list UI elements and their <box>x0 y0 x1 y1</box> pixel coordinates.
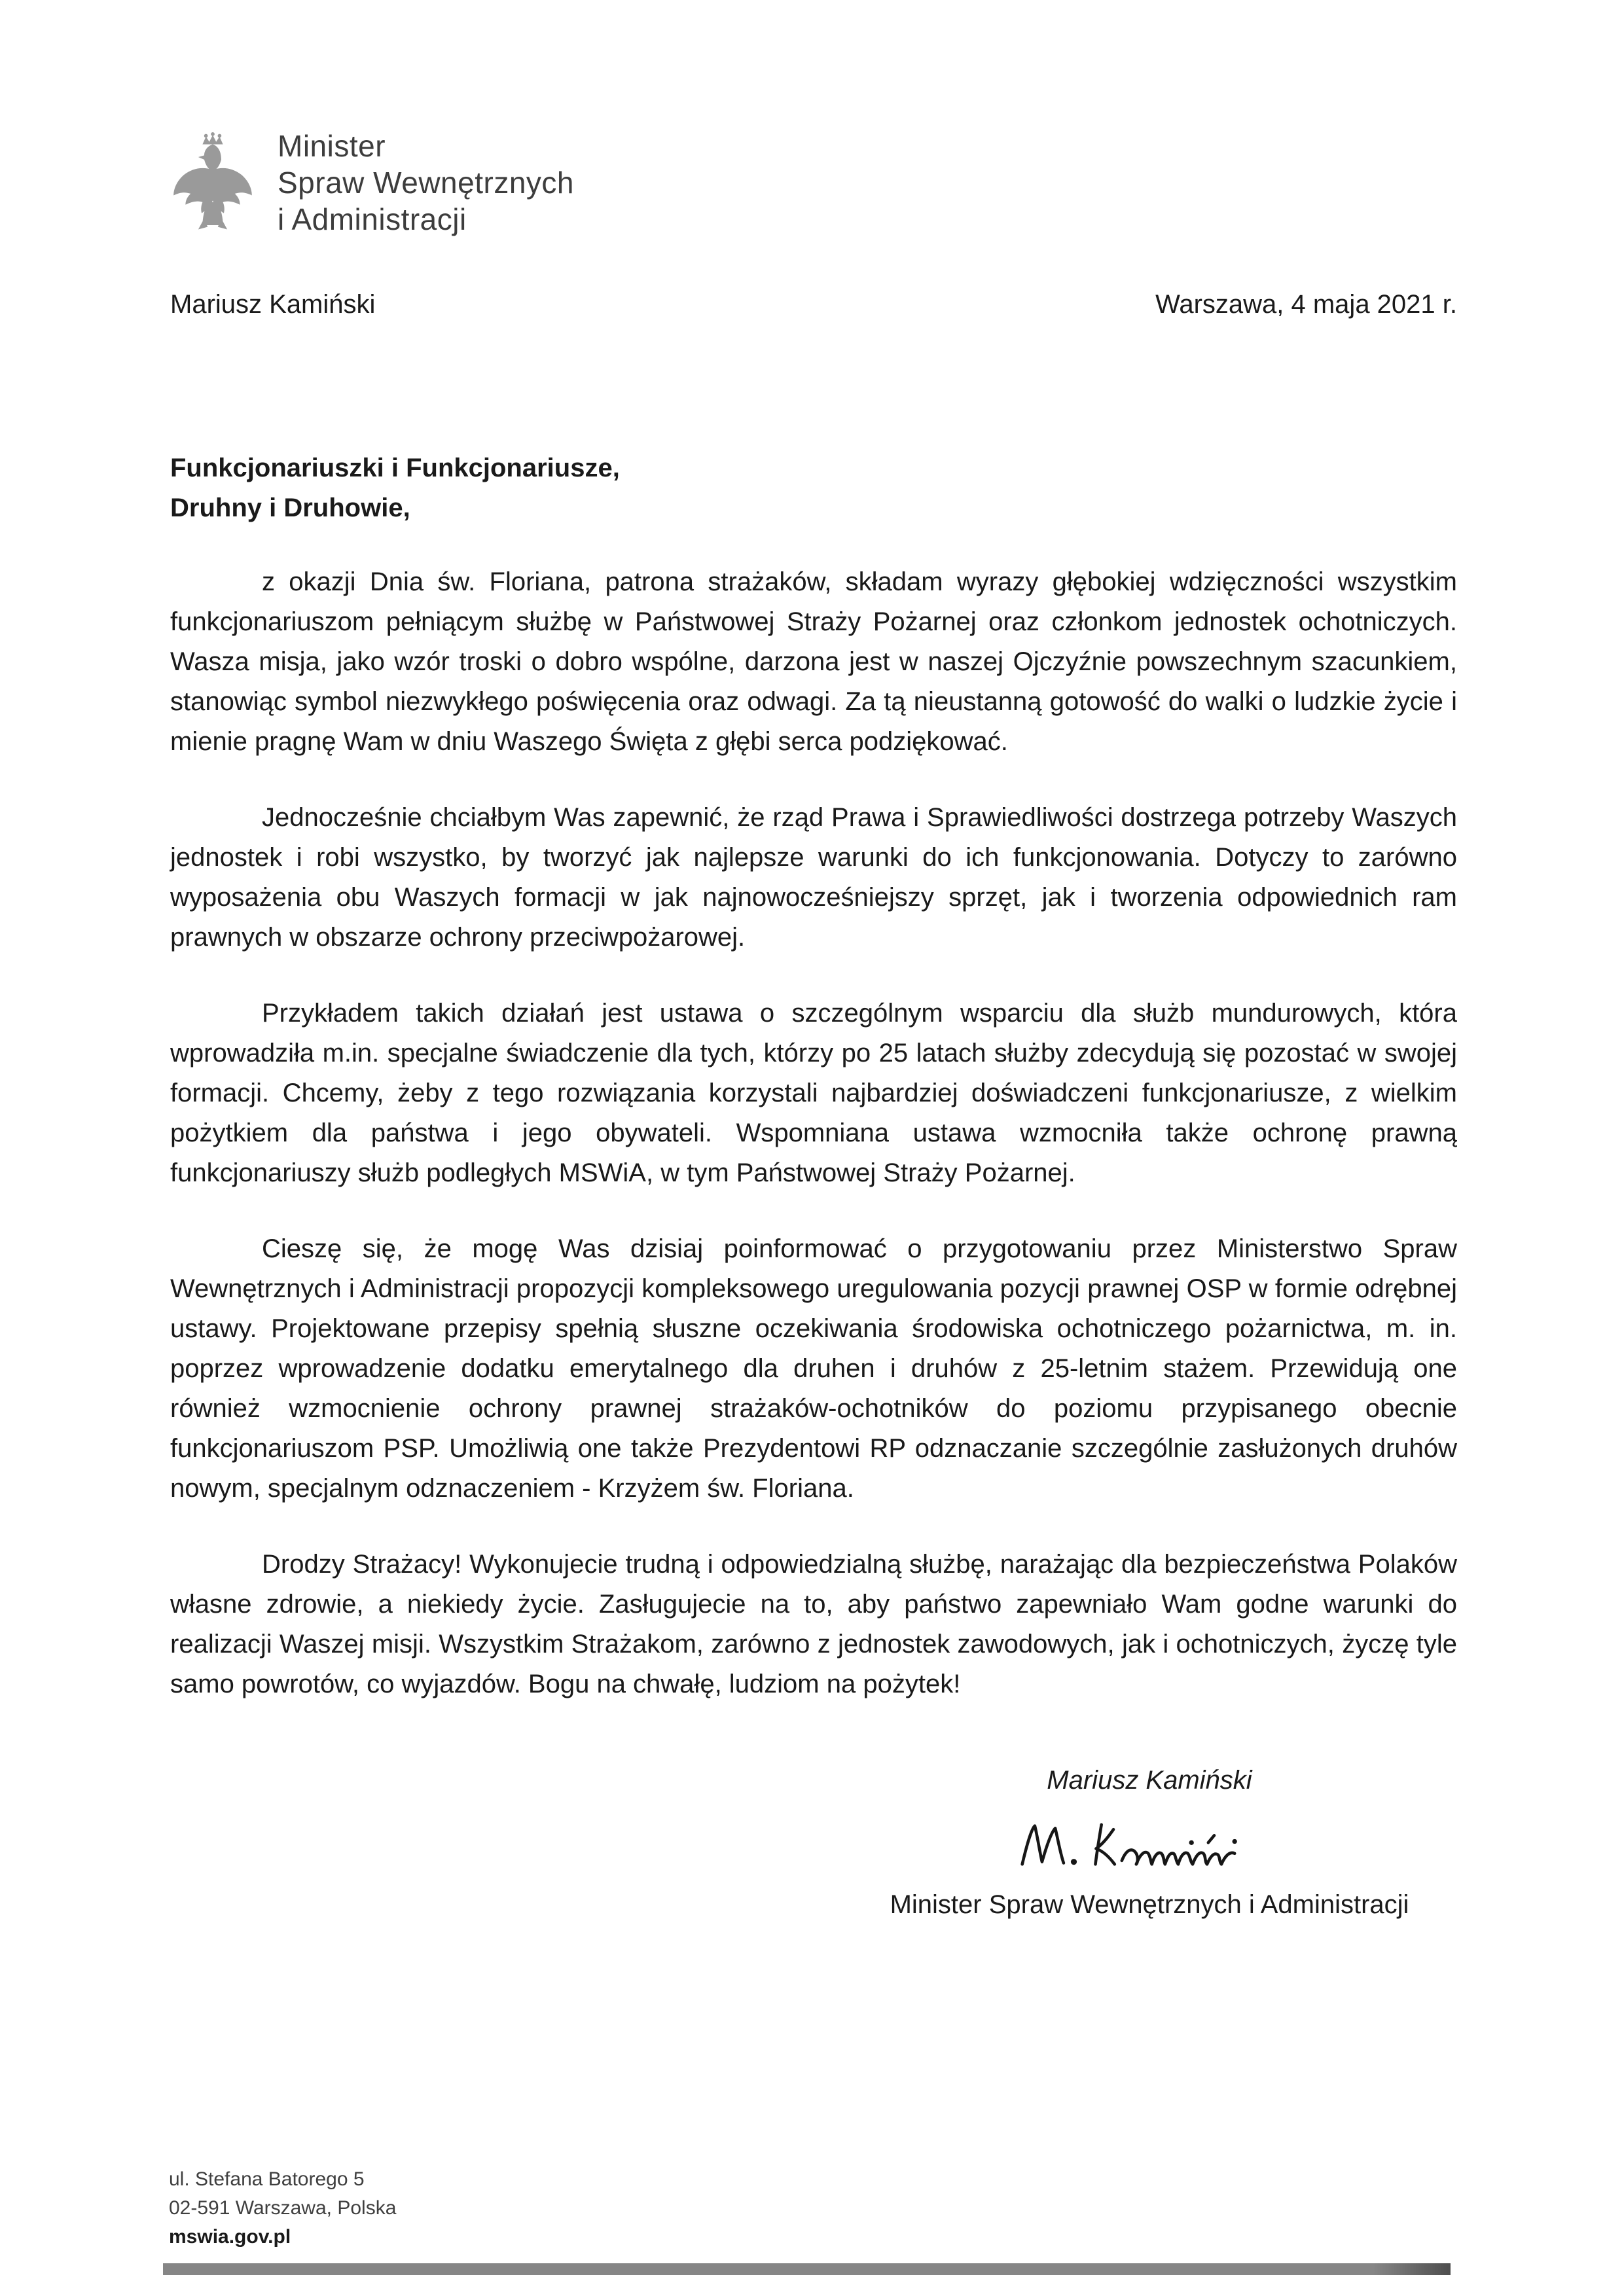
paragraph: Jednocześnie chciałbym Was zapewnić, że rząd Prawa i Sprawiedliwości dostrzega potrzeby Waszych jednostek i robi wszystko, by tworzyć jak najlepsze warunki do ich funkcjonowania. Dotyczy to zarówno wyposażenia obu Waszych formacji w jak najnowocześniejszy sprzęt, jak i tworzenia odpowiednich ram prawnych w obszarze ochrony przeciwpożarowej. <box>170 803 1457 952</box>
ministry-name <box>278 128 574 238</box>
salutation-line: Druhny i Druhowie, <box>170 493 410 522</box>
footer-address <box>169 2165 396 2251</box>
polish-eagle-emblem-icon <box>170 130 255 236</box>
ministry-name-line: i Administracji <box>278 202 467 236</box>
website-link: mswia.gov.pl <box>169 2226 291 2248</box>
signature-title: Minister Spraw Wewnętrznych i Administracji <box>890 1890 1409 1919</box>
sender-name: Mariusz Kamiński <box>170 290 376 319</box>
ministry-name-line: Minister <box>278 129 386 163</box>
paragraph: z okazji Dnia św. Floriana, patrona strażaków, składam wyrazy głębokiej wdzięczności wszystkim funkcjonariuszom pełniącym służbę w Państwowej Straży Pożarnej oraz członkom jednostek ochotniczych. Wasza misja, jako wzór troski o dobro wspólne, darzona jest w naszej Ojczyźnie powszechnym szacunkiem, stanowiąc symbol niezwykłego poświęcenia oraz odwagi. Za tą nieustanną gotowość do walki o ludzkie życie i mienie pragnę Wam w dniu Waszego Święta z głębi serca podziękować. <box>170 567 1457 756</box>
signature-block <box>842 1763 1457 1922</box>
footer-bar <box>163 2263 1451 2275</box>
letterhead <box>170 128 1457 238</box>
paragraph: Drodzy Strażacy! Wykonujecie trudną i odpowiedzialną służbę, narażając dla bezpieczeństwa Polaków własne zdrowie, a niekiedy życie. Zasługujecie na to, aby państwo zapewniało Wam godne warunki do realizacji Waszej misji. Wszystkim Strażakom, zarówno z jednostek zawodowych, jak i ochotniczych, życzę tyle samo powrotów, co wyjazdów. Bogu na chwałę, ludziom na pożytek! <box>170 1550 1457 1698</box>
salutation-line: Funkcjonariuszki i Funkcjonariusze, <box>170 454 620 482</box>
handwritten-signature <box>996 1809 1303 1881</box>
salutation <box>170 448 1457 528</box>
address-line: 02-591 Warszawa, Polska <box>169 2197 397 2219</box>
paragraph: Przykładem takich działań jest ustawa o szczególnym wsparciu dla służb mundurowych, która wprowadziła m.in. specjalne świadczenie dla tych, którzy po 25 latach służby zdecydują się pozostać w swojej formacji. Chcemy, żeby z tego rozwiązania korzystali najbardziej doświadczeni funkcjonariusze, z wielkim pożytkiem dla państwa i jego obywateli. Wspomniana ustawa wzmocniła także ochronę prawną funkcjonariuszy służb podległych MSWiA, w tym Państwowej Straży Pożarnej. <box>170 999 1457 1187</box>
address-line: ul. Stefana Batorego 5 <box>169 2168 365 2190</box>
letter-body <box>170 448 1457 1922</box>
ministry-name-line: Spraw Wewnętrznych <box>278 166 574 200</box>
signature-name: Mariusz Kamiński <box>1047 1766 1252 1795</box>
byline-row <box>170 289 1457 320</box>
paragraph: Cieszę się, że mogę Was dzisiaj poinformować o przygotowaniu przez Ministerstwo Spraw Wewnętrznych i Administracji propozycji kompleksowego uregulowania pozycji prawnej OSP w formie odrębnej ustawy. Projektowane przepisy spełnią słuszne oczekiwania środowiska ochotniczego pożarnictwa, m. in. poprzez wprowadzenie dodatku emerytalnego dla druhen i druhów z 25-letnim stażem. Przewidują one również wzmocnienie ochrony prawnej strażaków-ochotników do poziomu przypisanego obecnie funkcjonariuszom PSP. Umożliwią one także Prezydentowi RP odznaczanie szczególnie zasłużonych druhów nowym, specjalnym odznaczeniem - Krzyżem św. Floriana. <box>170 1234 1457 1503</box>
place-date: Warszawa, 4 maja 2021 r. <box>1155 290 1457 319</box>
